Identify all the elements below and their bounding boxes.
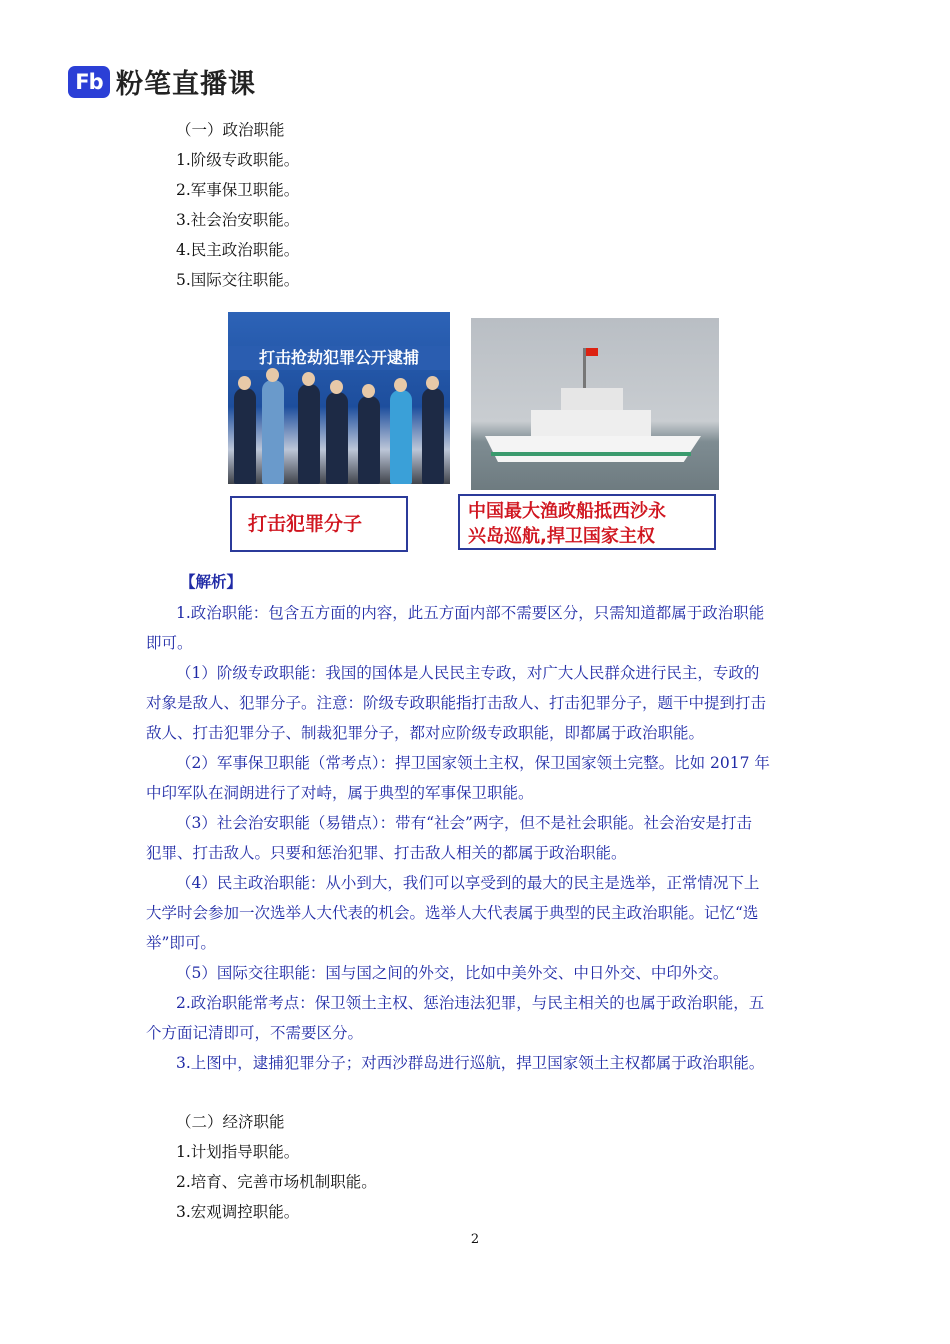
analysis-line: 大学时会参加一次选举人大代表的机会。选举人大代表属于典型的民主政治职能。记忆“选 xyxy=(146,904,759,922)
analysis-line: （3）社会治安职能（易错点）：带有“社会”两字，但不是社会职能。社会治安是打击 xyxy=(176,814,752,832)
analysis-title: 【解析】 xyxy=(180,572,243,591)
analysis-line: 犯罪、打击敌人。只要和惩治犯罪、打击敌人相关的都属于政治职能。 xyxy=(146,844,627,862)
section1-heading: （一）政治职能 xyxy=(176,121,285,139)
section2-item: 2.培育、完善市场机制职能。 xyxy=(176,1173,377,1191)
logo xyxy=(68,62,256,101)
analysis-line: （5）国际交往职能：国与国之间的外交，比如中美外交、中日外交、中印外交。 xyxy=(176,964,729,982)
section2-item: 3.宏观调控职能。 xyxy=(176,1203,300,1221)
section1-item: 3.社会治安职能。 xyxy=(176,211,300,229)
analysis-line: 中印军队在洞朗进行了对峙，属于典型的军事保卫职能。 xyxy=(146,784,534,802)
analysis-line: 1.政治职能：包含五方面的内容，此五方面内部不需要区分，只需知道都属于政治职能 xyxy=(176,604,765,622)
figure xyxy=(228,312,720,556)
section2-item: 1.计划指导职能。 xyxy=(176,1143,300,1161)
analysis-line: 个方面记清即可，不需要区分。 xyxy=(146,1024,364,1042)
section1-item: 5.国际交往职能。 xyxy=(176,271,300,289)
analysis-line: 敌人、打击犯罪分子、制裁犯罪分子，都对应阶级专政职能，即都属于政治职能。 xyxy=(146,724,705,742)
photo-banner: 打击抢劫犯罪公开逮捕 xyxy=(228,346,450,370)
section1-item: 2.军事保卫职能。 xyxy=(176,181,300,199)
analysis-line: 即可。 xyxy=(146,634,193,652)
section2-heading: （二）经济职能 xyxy=(176,1113,285,1131)
analysis-line: （1）阶级专政职能：我国的国体是人民民主专政，对广大人民群众进行民主，专政的 xyxy=(176,664,760,682)
logo-text: 粉笔直播课 xyxy=(116,69,256,100)
arrest-photo xyxy=(228,312,450,484)
analysis-line: 对象是敌人、犯罪分子。注意：阶级专政职能指打击敌人、打击犯罪分子，题干中提到打击 xyxy=(146,694,767,712)
section1-item: 4.民主政治职能。 xyxy=(176,241,300,259)
caption-ship xyxy=(458,494,716,550)
analysis-line: 2.政治职能常考点：保卫领土主权、惩治违法犯罪，与民主相关的也属于政治职能，五 xyxy=(176,994,765,1012)
page-number: 2 xyxy=(470,1232,480,1247)
caption-ship-line1: 中国最大渔政船抵西沙永 xyxy=(468,501,666,522)
analysis-line: 3.上图中，逮捕犯罪分子；对西沙群岛进行巡航，捍卫国家领土主权都属于政治职能。 xyxy=(176,1054,765,1072)
analysis-line: （4）民主政治职能：从小到大，我们可以享受到的最大的民主是选举，正常情况下上 xyxy=(176,874,760,892)
analysis-line: （2）军事保卫职能（常考点）：捍卫国家领土主权，保卫国家领土完整。比如 2017 年 xyxy=(176,754,770,772)
caption-crime: 打击犯罪分子 xyxy=(230,496,408,552)
ship-photo xyxy=(471,318,719,490)
section1-item: 1.阶级专政职能。 xyxy=(176,151,300,169)
logo-mark: Fb xyxy=(68,66,110,98)
analysis-line: 举”即可。 xyxy=(146,934,216,952)
caption-ship-line2: 兴岛巡航,捍卫国家主权 xyxy=(468,526,655,547)
